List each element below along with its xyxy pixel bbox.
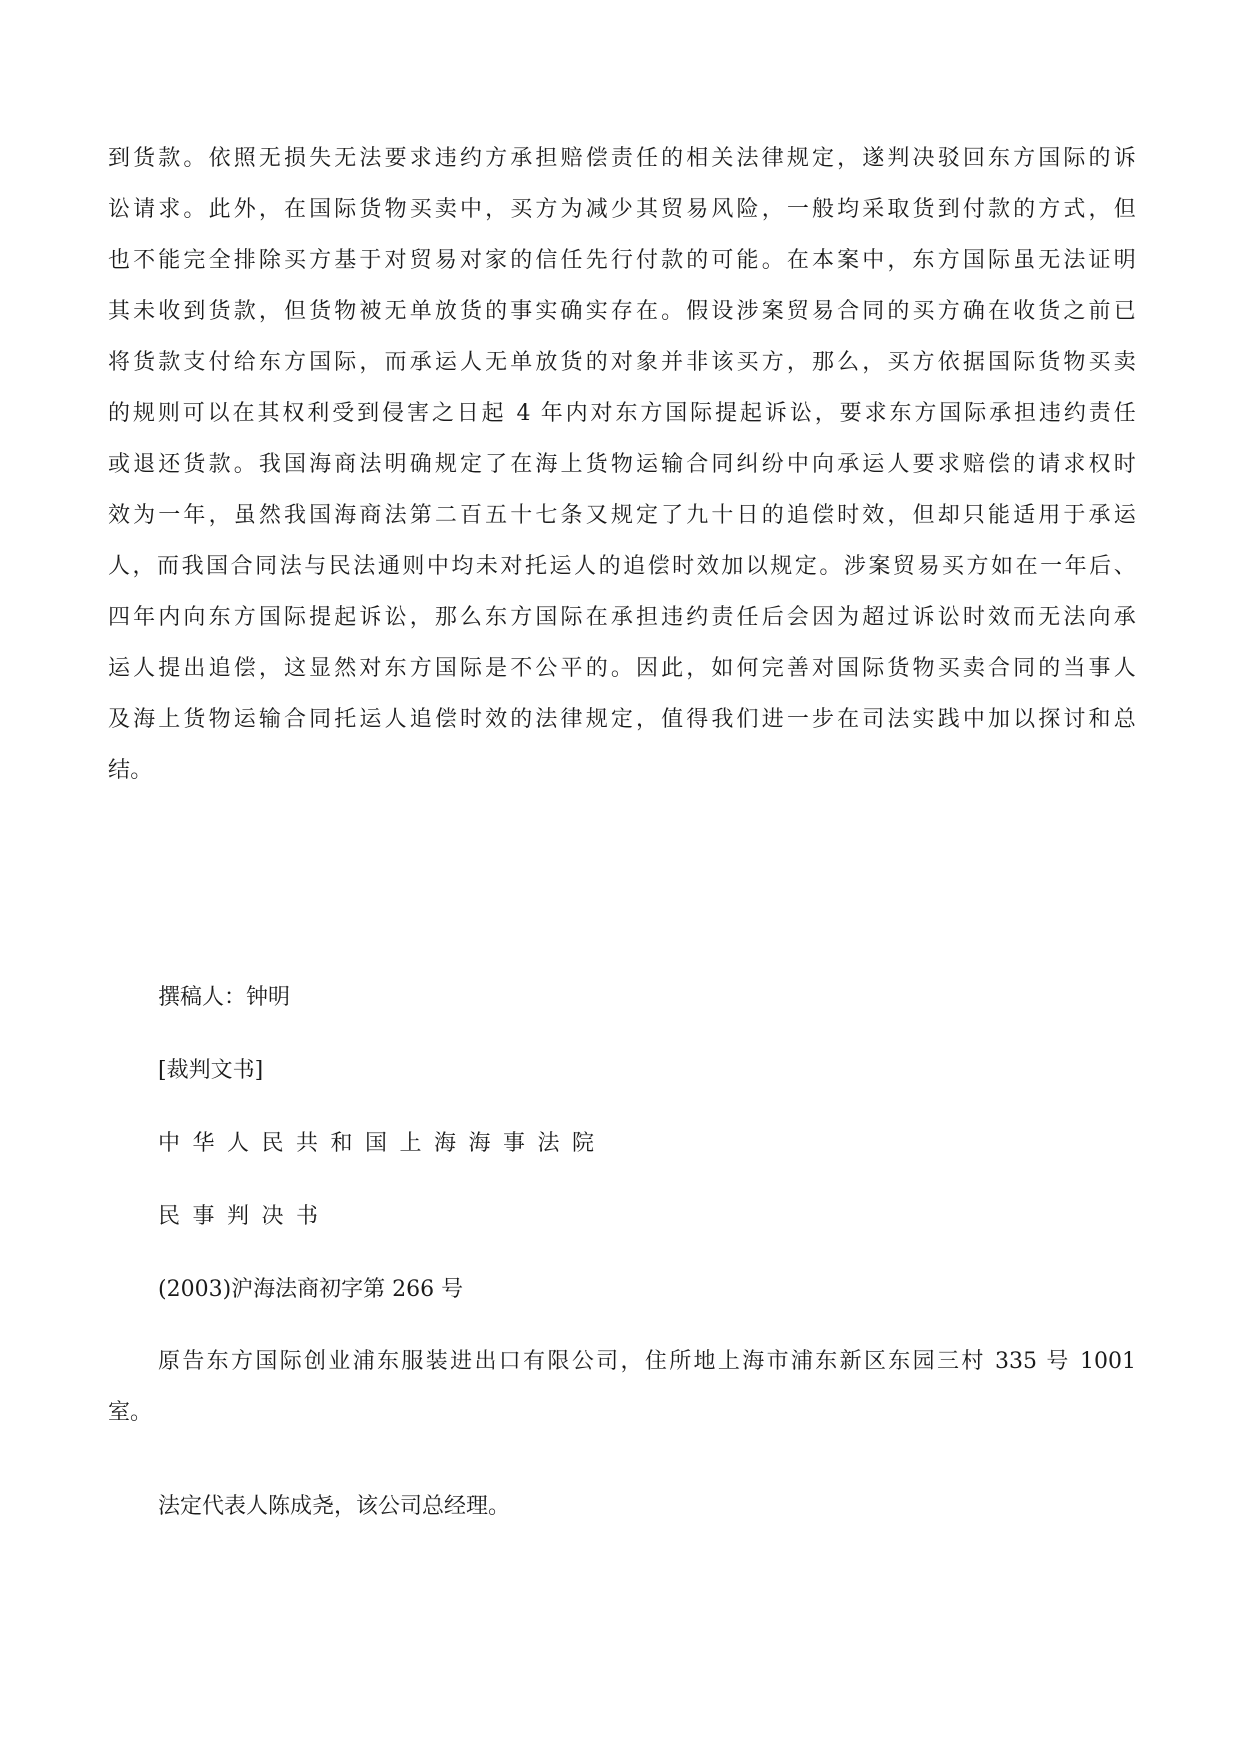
court-name: 中华人民共和国上海海事法院 xyxy=(158,1131,607,1156)
plaintiff-paragraph xyxy=(108,1336,1136,1438)
text-line: 或退还货款。我国海商法明确规定了在海上货物运输合同纠纷中向承运人要求赔偿的请求权时 xyxy=(108,452,1136,477)
legal-representative: 法定代表人陈成尧，该公司总经理。 xyxy=(158,1494,511,1519)
text-line: 的规则可以在其权利受到侵害之日起 4 年内对东方国际提起诉讼，要求东方国际承担违约责任 xyxy=(108,401,1136,426)
document-type: 民事判决书 xyxy=(158,1204,331,1229)
text-line: 结。 xyxy=(108,758,153,783)
author-line: 撰稿人：钟明 xyxy=(158,985,291,1010)
text-line: 四年内向东方国际提起诉讼，那么东方国际在承担违约责任后会因为超过诉讼时效而无法向承 xyxy=(108,605,1136,630)
text-line: 原告东方国际创业浦东服装进出口有限公司，住所地上海市浦东新区东园三村 335 号 1001 xyxy=(158,1349,1136,1374)
text-line: 其未收到货款，但货物被无单放货的事实确实存在。假设涉案贸易合同的买方确在收货之前已 xyxy=(108,299,1136,324)
text-line: 及海上货物运输合同托运人追偿时效的法律规定，值得我们进一步在司法实践中加以探讨和总 xyxy=(108,707,1136,732)
text-line: 到货款。依照无损失无法要求违约方承担赔偿责任的相关法律规定，遂判决驳回东方国际的诉 xyxy=(108,146,1136,171)
text-line: 室。 xyxy=(108,1400,153,1425)
text-line: 讼请求。此外，在国际货物买卖中，买方为减少其贸易风险，一般均采取货到付款的方式，但 xyxy=(108,197,1136,222)
text-line: 效为一年，虽然我国海商法第二百五十七条又规定了九十日的追偿时效，但却只能适用于承运 xyxy=(108,503,1136,528)
section-label: [裁判文书] xyxy=(158,1058,264,1083)
text-line: 人，而我国合同法与民法通则中均未对托运人的追偿时效加以规定。涉案贸易买方如在一年后、 xyxy=(108,554,1136,579)
commentary-paragraph xyxy=(108,133,1136,796)
text-line: 将货款支付给东方国际，而承运人无单放货的对象并非该买方，那么，买方依据国际货物买卖 xyxy=(108,350,1136,375)
text-line: 也不能完全排除买方基于对贸易对家的信任先行付款的可能。在本案中，东方国际虽无法证明 xyxy=(108,248,1136,273)
case-number: (2003)沪海法商初字第 266 号 xyxy=(158,1277,464,1302)
text-line: 运人提出追偿，这显然对东方国际是不公平的。因此，如何完善对国际货物买卖合同的当事人 xyxy=(108,656,1136,681)
